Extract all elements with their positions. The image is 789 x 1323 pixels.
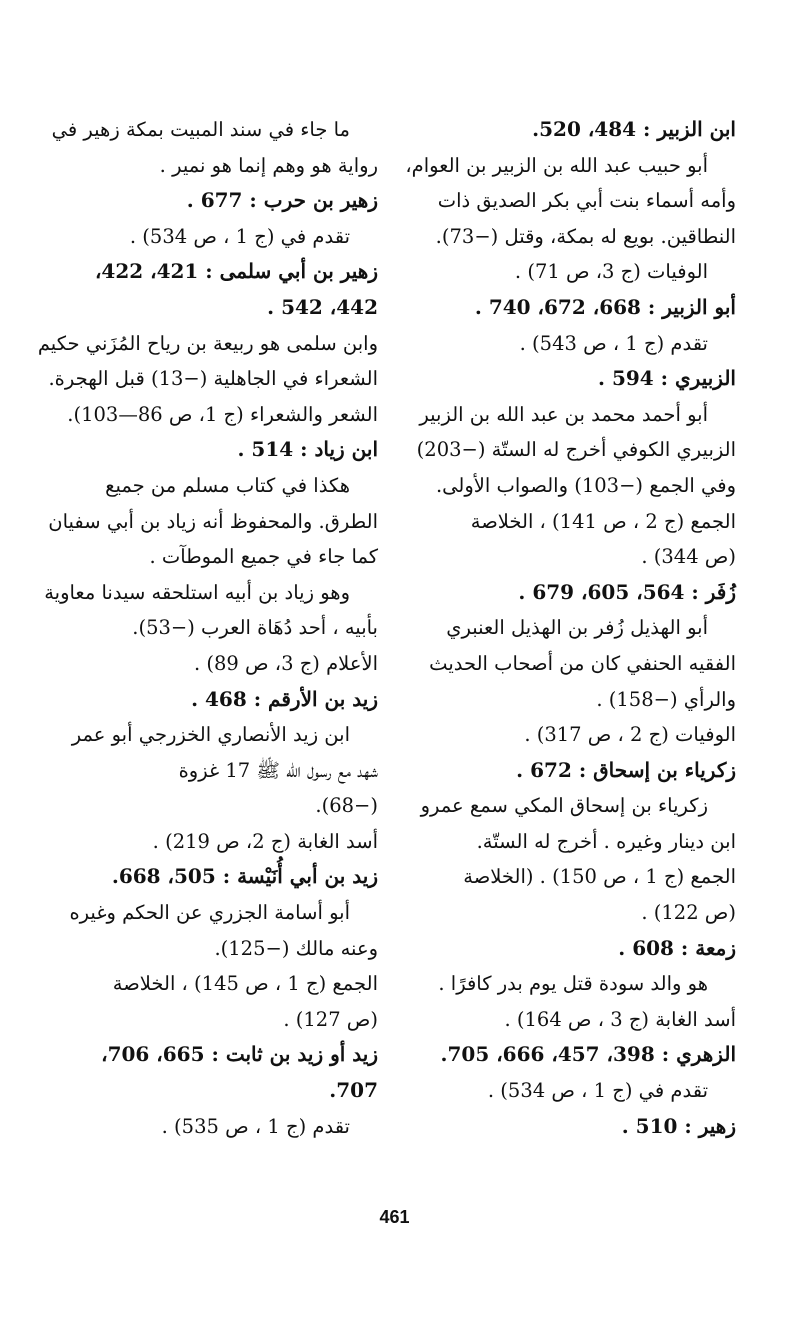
index-entry-text: (ص 122) . [641,901,736,925]
index-entry-text: الجمع (ج 2 ، ص 141) ، الخلاصة [470,509,736,533]
index-column-left [37,112,378,1144]
index-entry-text: تقدم (ج 1 ، ص 543) . [519,331,708,355]
index-entry-text: أبو أسامة الجزري عن الحكم وغيره [69,901,350,925]
index-entry-text: الجمع (ج 1 ، ص 150) . (الخلاصة [463,865,736,889]
index-entry-text: ابن زيد الأنصاري الخزرجي أبو عمر [71,723,350,747]
index-column-right [398,112,736,1144]
index-entry-text: رواية هو وهم إنما هو نمير . [159,153,378,177]
index-entry-heading: زهير بن حرب : 677 . [186,188,378,213]
index-entry-text: وأمه أسماء بنت أبي بكر الصديق ذات [437,189,736,213]
index-entry-heading: زمعة : 608 . [618,935,736,960]
index-entry-heading: ابن زياد : 514 . [237,437,378,462]
index-entry-text: بأبيه ، أحد دُهَاة العرب (−53). [132,616,378,640]
index-entry-text: الشعر والشعراء (ج 1، ص 86—103). [67,402,378,426]
index-entry-text: الجمع (ج 1 ، ص 145) ، الخلاصة [112,972,378,996]
index-entry-text: الأعلام (ج 3، ص 89) . [193,651,378,675]
index-entry-text: هو والد سودة قتل يوم بدر كافرًا . [438,972,708,996]
index-entry-text: تقدم في (ج 1 ، ص 534) . [129,224,350,248]
index-entry-heading: 442، 542 . [267,294,378,319]
index-entry-heading: ابن الزبير : 484، 520. [532,117,736,141]
index-entry-heading: الزهري : 398، 457، 666، 705. [440,1042,736,1067]
index-entry-text: هكذا في كتاب مسلم من جميع [105,473,350,497]
index-entry-text: والرأي (−158) . [596,687,736,711]
index-entry-heading: الزبيري : 594 . [598,366,736,391]
index-entry-text: ما جاء في سند المبيت بمكة زهير في [51,118,350,141]
index-entry-text: (ص 344) . [641,545,736,569]
index-entry-text: زكرياء بن إسحاق المكي سمع عمرو [420,794,708,818]
index-entry-text: وهو زياد بن أبيه استلحقه سيدنا معاوية [44,580,350,604]
index-entry-text: أبو الهذيل زُفر بن الهذيل العنبري [446,616,708,640]
index-entry-text: ابن دينار وغيره . أخرج له الستّة. [476,829,736,853]
index-entry-heading: زهير : 510 . [621,1113,736,1138]
index-entry-text: تقدم في (ج 1 ، ص 534) . [487,1079,708,1103]
index-entry-text: الزبيري الكوفي أخرج له الستّة (−203) [416,438,736,462]
index-entry-heading: 707. [329,1078,378,1103]
index-entry-text: أبو حبيب عبد الله بن الزبير بن العوام، [405,153,708,177]
index-entry-heading: زيد بن الأرقم : 468 . [191,686,378,711]
index-entry-text: أبو أحمد محمد بن عبد الله بن الزبير [419,402,708,426]
index-entry-heading: زيد بن أبي أُنَيْسة : 505، 668. [111,864,378,889]
index-entry-text: الطرق. والمحفوظ أنه زياد بن أبي سفيان [48,509,378,533]
index-entry-text: وابن سلمى هو ربيعة بن رياح المُزَني حكيم [37,331,378,355]
index-entry-heading: زُفَر : 564، 605، 679 . [518,579,736,604]
index-entry-text: الوفيات (ج 2 ، ص 317) . [524,723,736,747]
index-entry-text: الفقيه الحنفي كان من أصحاب الحديث [429,651,736,675]
index-entry-text: أسد الغابة (ج 2، ص 219) . [152,829,378,853]
index-entry-text: كما جاء في جميع الموطآت . [149,545,378,569]
index-entry-text: الشعراء في الجاهلية (−13) قبل الهجرة. [48,367,378,391]
index-entry-text: أسد الغابة (ج 3 ، ص 164) . [504,1007,736,1031]
index-entry-heading: زكرياء بن إسحاق : 672 . [516,757,736,782]
index-entry-text: النطاقين. بويع له بمكة، وقتل (−73). [435,224,736,248]
index-entry-heading: زهير بن أبي سلمى : 421، 422، [94,259,378,284]
index-entry-heading: زيد أو زيد بن ثابت : 665، 706، [101,1042,378,1067]
index-entry-heading: أبو الزبير : 668، 672، 740 . [474,294,736,319]
page-number: 461 [379,1207,410,1227]
index-entry-text: شهد مع رسول الله ﷺ 17 غزوة [178,758,378,782]
index-entry-text: وعنه مالك (−125). [214,936,378,960]
index-entry-text: (−68). [315,794,378,818]
index-entry-text: الوفيات (ج 3، ص 71) . [514,260,708,284]
index-entry-text: تقدم (ج 1 ، ص 535) . [161,1114,350,1138]
index-entry-text: وفي الجمع (−103) والصواب الأولى. [435,473,736,497]
index-entry-text: (ص 127) . [283,1007,378,1031]
